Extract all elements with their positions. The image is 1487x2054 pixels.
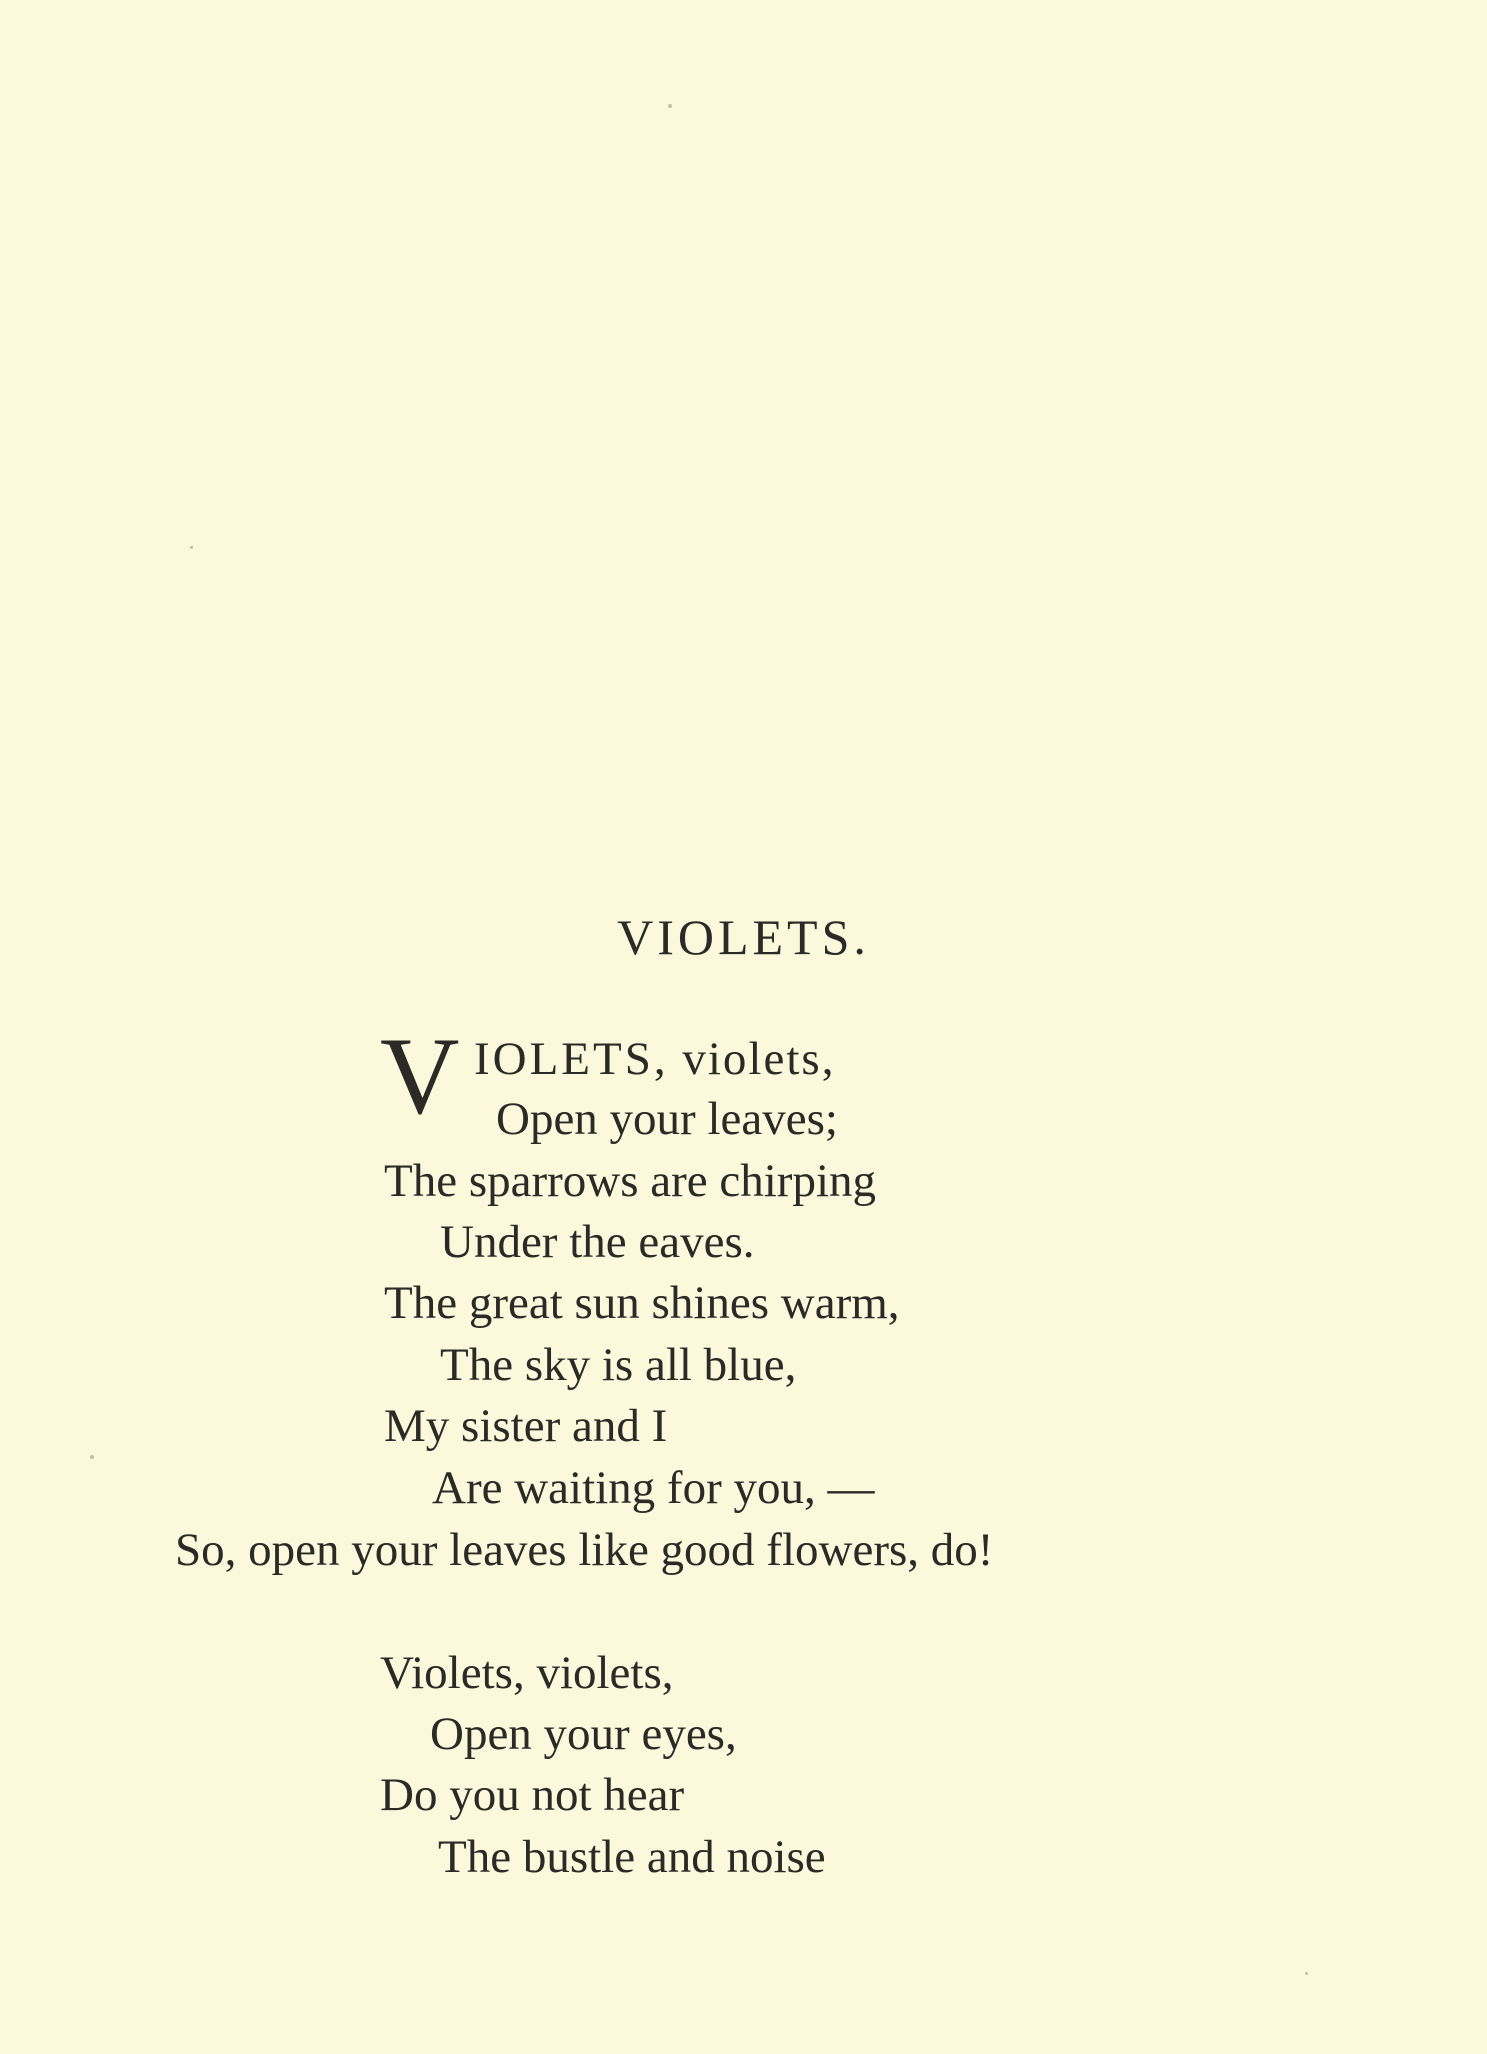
paper-speck — [90, 1455, 94, 1459]
first-line-rest: violets, — [668, 1033, 836, 1085]
poem-line: The great sun shines warm, — [384, 1277, 900, 1329]
poem-line: The bustle and noise — [438, 1831, 826, 1883]
poem-line: Violets, violets, — [380, 1647, 674, 1699]
first-line-caps: IOLETS, — [474, 1033, 669, 1085]
poem-line: So, open your leaves like good flowers, do! — [175, 1524, 994, 1576]
drop-cap: V — [380, 1015, 460, 1137]
paper-speck — [1305, 1972, 1308, 1975]
paper-speck — [668, 104, 672, 108]
poem-line: Under the eaves. — [440, 1216, 755, 1268]
poem-line: Open your leaves; — [496, 1093, 838, 1145]
poem-line: My sister and I — [384, 1400, 668, 1452]
paper-speck — [190, 546, 193, 549]
poem-title: VIOLETS. — [617, 909, 870, 965]
poem-line: Are waiting for you, — — [432, 1462, 875, 1514]
poem-line: Open your eyes, — [430, 1708, 737, 1760]
first-line — [474, 1033, 836, 1085]
poem-line: Do you not hear — [380, 1769, 685, 1821]
poem-line: The sky is all blue, — [440, 1339, 797, 1391]
poem-line: The sparrows are chirping — [384, 1155, 877, 1207]
